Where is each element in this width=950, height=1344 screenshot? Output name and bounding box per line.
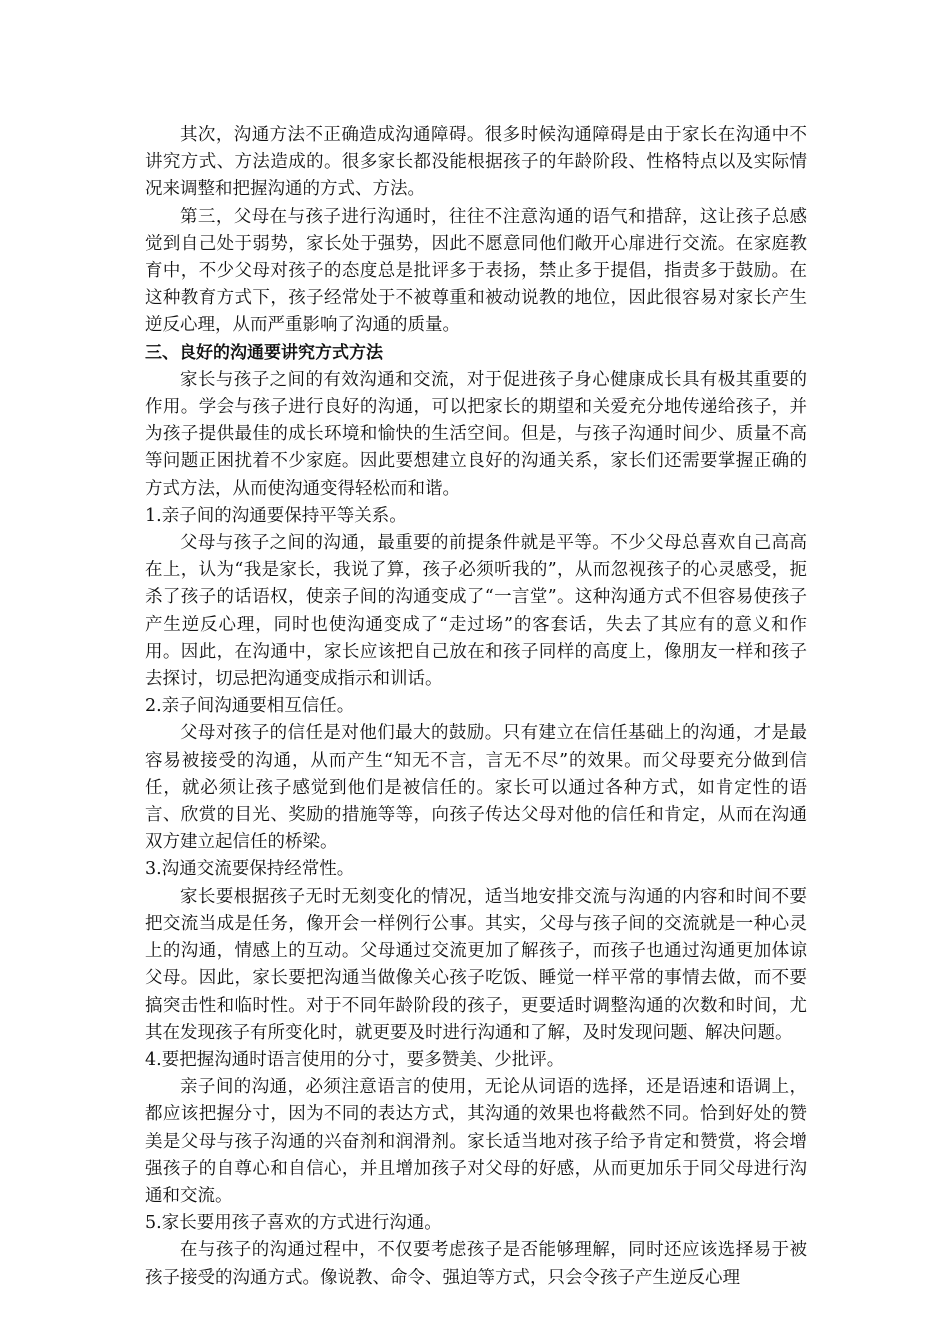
subsection-heading: 2.亲子间沟通要相互信任。 (145, 696, 355, 717)
paragraph: 父母与孩子之间的沟通，最重要的前提条件就是平等。不少父母总喜欢自己高高在上，认为“我是家长，我说了算，孩子必须听我的”，从而忽视孩子的心灵感受，扼杀了孩子的话语权，使亲子间的沟通变成了“一言堂”。这种沟通方式不但容易使孩子产生逆反心理，同时也使沟通变成了“走过场”的客套话，失去了其应有的意义和作用。因此，在沟通中，家长应该把自己放在和孩子同样的高度上，像朋友一样和孩子去探讨，切忌把沟通变成指示和训话。 (145, 533, 807, 690)
subsection-heading: 3.沟通交流要保持经常性。 (145, 859, 355, 880)
paragraph: 在与孩子的沟通过程中，不仅要考虑孩子是否能够理解，同时还应该选择易于被孩子接受的沟通方式。像说教、命令、强迫等方式，只会令孩子产生逆反心理 (145, 1240, 807, 1288)
paragraph: 家长与孩子之间的有效沟通和交流，对于促进孩子身心健康成长具有极其重要的作用。学会与孩子进行良好的沟通，可以把家长的期望和关爱充分地传递给孩子，并为孩子提供最佳的成长环境和愉快的生活空间。但是，与孩子沟通时间少、质量不高等问题正困扰着不少家庭。因此要想建立良好的沟通关系，家长们还需要掌握正确的方式方法，从而使沟通变得轻松而和谐。 (145, 369, 807, 499)
subsection-heading: 5.家长要用孩子喜欢的方式进行沟通。 (145, 1213, 442, 1234)
paragraph: 第三，父母在与孩子进行沟通时，往往不注意沟通的语气和措辞，这让孩子总感觉到自己处于弱势，家长处于强势，因此不愿意同他们敞开心扉进行交流。在家庭教育中，不少父母对孩子的态度总是批评多于表扬，禁止多于提倡，指责多于鼓励。在这种教育方式下，孩子经常处于不被尊重和被动说教的地位，因此很容易对家长产生逆反心理，从而严重影响了沟通的质量。 (145, 206, 807, 336)
paragraph: 父母对孩子的信任是对他们最大的鼓励。只有建立在信任基础上的沟通，才是最容易被接受的沟通，从而产生“知无不言，言无不尽”的效果。而父母要充分做到信任，就必须让孩子感觉到他们是被信任的。家长可以通过各种方式，如肯定性的语言、欣赏的目光、奖励的措施等等，向孩子传达父母对他的信任和肯定，从而在沟通双方建立起信任的桥梁。 (145, 723, 807, 853)
paragraph: 其次，沟通方法不正确造成沟通障碍。很多时候沟通障碍是由于家长在沟通中不讲究方式、方法造成的。很多家长都没能根据孩子的年龄阶段、性格特点以及实际情况来调整和把握沟通的方式、方法。 (145, 125, 807, 200)
document-page (145, 122, 807, 1292)
subsection-heading: 1.亲子间的沟通要保持平等关系。 (145, 505, 407, 526)
subsection-heading: 4.要把握沟通时语言使用的分寸，要多赞美、少批评。 (145, 1049, 565, 1070)
paragraph: 家长要根据孩子无时无刻变化的情况，适当地安排交流与沟通的内容和时间不要把交流当成是任务，像开会一样例行公事。其实，父母与孩子间的交流就是一种心灵上的沟通，情感上的互动。父母通过交流更加了解孩子，而孩子也通过沟通更加体谅父母。因此，家长要把沟通当做像关心孩子吃饭、睡觉一样平常的事情去做，而不要搞突击性和临时性。对于不同年龄阶段的孩子，更要适时调整沟通的次数和时间，尤其在发现孩子有所变化时，就更要及时进行沟通和了解，及时发现问题、解决问题。 (145, 886, 807, 1043)
paragraph: 亲子间的沟通，必须注意语言的使用，无论从词语的选择，还是语速和语调上，都应该把握分寸，因为不同的表达方式，其沟通的效果也将截然不同。恰到好处的赞美是父母与孩子沟通的兴奋剂和润滑剂。家长适当地对孩子给予肯定和赞赏，将会增强孩子的自尊心和自信心，并且增加孩子对父母的好感，从而更加乐于同父母进行沟通和交流。 (145, 1077, 807, 1206)
section-heading: 三、良好的沟通要讲究方式方法 (145, 342, 383, 363)
